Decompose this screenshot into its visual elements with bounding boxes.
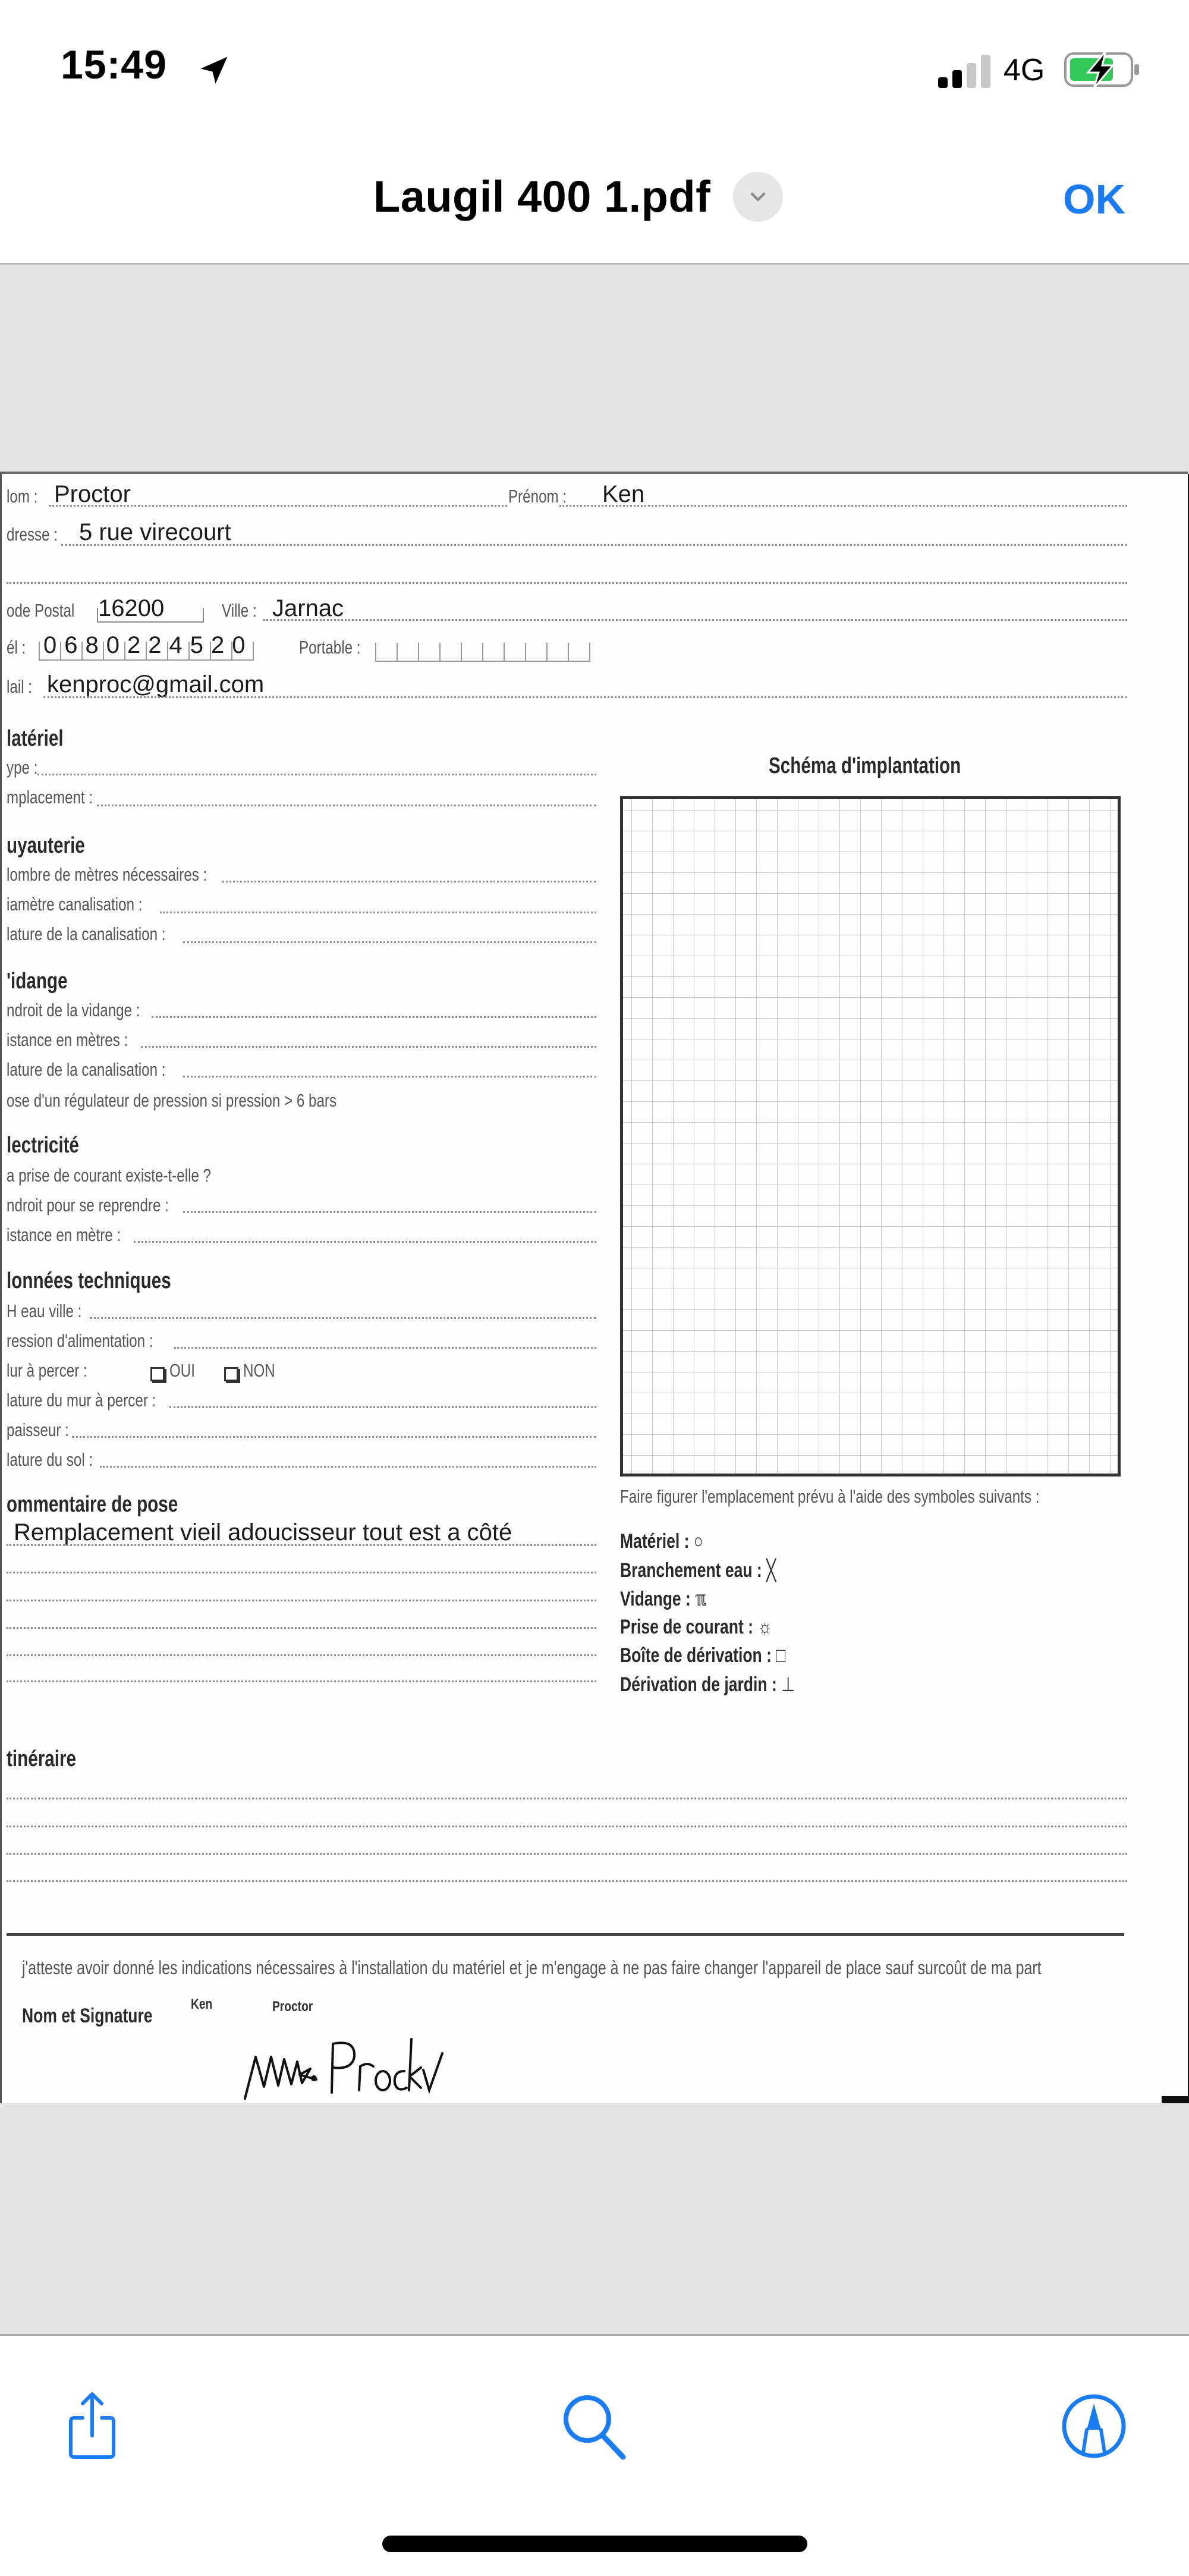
mail-label: lail : — [7, 676, 33, 697]
signal-bar — [981, 55, 990, 88]
ville-line — [263, 619, 1127, 621]
adresse-value: 5 rue virecourt — [79, 519, 231, 545]
itineraire-line — [7, 1880, 1127, 1882]
comment-line — [7, 1544, 596, 1546]
section-itineraire: tinéraire — [7, 1746, 76, 1771]
schema-instruction: Faire figurer l'emplacement prévu à l'aide des symboles suivants : — [620, 1486, 1040, 1507]
oui-checkbox[interactable] — [150, 1367, 165, 1381]
field-line — [152, 1016, 596, 1018]
field-line — [90, 1317, 596, 1319]
field-line — [174, 1347, 596, 1349]
square-icon: □ — [776, 1644, 786, 1667]
field-line — [134, 1241, 596, 1243]
mail-value: kenproc@gmail.com — [47, 671, 265, 698]
cross-icon: ╳ — [766, 1559, 776, 1582]
legend-derivation-jardin: Dérivation de jardin : ⊥ — [620, 1673, 795, 1696]
nom-value: Proctor — [54, 481, 131, 507]
share-icon — [62, 2389, 122, 2461]
comment-line — [7, 1654, 596, 1656]
nom-line — [49, 505, 507, 507]
done-button[interactable]: OK — [1063, 176, 1125, 222]
page-corner — [1162, 2096, 1189, 2103]
itineraire-line — [7, 1826, 1127, 1827]
legend-boite-derivation: Boîte de dérivation : □ — [620, 1644, 786, 1667]
status-time: 15:49 — [61, 42, 167, 87]
legend-prise-de-courant: Prise de courant : ☼ — [620, 1616, 772, 1638]
home-indicator[interactable] — [382, 2536, 807, 2552]
signal-bar — [967, 63, 976, 88]
field-label: istance en mètre : — [7, 1224, 121, 1245]
section-electricite: lectricité — [7, 1133, 79, 1158]
field-line — [183, 1076, 596, 1077]
document-title-menu[interactable] — [373, 171, 783, 222]
field-label: lombre de mètres nécessaires : — [7, 864, 207, 885]
ville-value: Jarnac — [272, 595, 344, 621]
signature-last-name: Proctor — [272, 1999, 313, 2015]
vidange-note: ose d'un régulateur de pression si pression > 6 bars — [7, 1090, 337, 1111]
network-type: 4G — [1004, 53, 1045, 87]
section-vidange: 'idange — [7, 969, 68, 994]
field-label: ndroit de la vidange : — [7, 1000, 140, 1020]
handwritten-signature — [243, 2033, 445, 2104]
signal-strength-icon — [938, 55, 995, 88]
commentaire-value: Remplacement vieil adoucisseur tout est a côté — [14, 1519, 512, 1545]
chevron-down-icon[interactable] — [733, 172, 783, 222]
itineraire-line — [7, 1798, 1127, 1799]
field-label: mplacement : — [7, 787, 93, 808]
field-label: ype : — [7, 757, 38, 778]
field-label: lature du sol : — [7, 1449, 93, 1470]
legend-materiel: Matériel : ○ — [620, 1530, 703, 1553]
signature-label: Nom et Signature — [22, 2005, 153, 2027]
code-postal-label: ode Postal — [7, 600, 75, 621]
field-label: lature de la canalisation : — [7, 923, 166, 944]
field-line — [37, 774, 596, 775]
markup-icon — [1058, 2390, 1130, 2462]
navigation-bar — [0, 143, 1189, 265]
non-label: NON — [243, 1360, 275, 1381]
section-tuyauterie: uyauterie — [7, 833, 85, 858]
comment-line — [7, 1572, 596, 1573]
pdf-page — [0, 472, 1188, 2103]
field-line — [141, 1046, 596, 1048]
schema-grid[interactable] — [620, 796, 1121, 1477]
adresse-label: dresse : — [7, 524, 58, 545]
signature-first-name: Ken — [191, 1996, 213, 2012]
nom-label: lom : — [7, 486, 38, 507]
search-button[interactable] — [559, 2390, 630, 2462]
perpendicular-icon: ⊥ — [781, 1673, 795, 1696]
section-commentaire: ommentaire de pose — [7, 1492, 178, 1517]
attestation-text: j'atteste avoir donné les indications nécessaires à l'installation du matériel et je m'engage à ne pas faire changer l'appareil de place sauf surcoût de ma part — [22, 1957, 1042, 1978]
comment-line — [7, 1600, 596, 1601]
share-button[interactable] — [56, 2389, 128, 2461]
field-label: paisseur : — [7, 1419, 69, 1440]
prenom-line — [559, 505, 1127, 507]
circle-icon: ○ — [693, 1530, 703, 1553]
field-label: lature du mur à percer : — [7, 1390, 156, 1410]
non-checkbox[interactable] — [224, 1367, 238, 1381]
markup-button[interactable] — [1058, 2390, 1130, 2462]
field-label: ression d'alimentation : — [7, 1330, 153, 1351]
field-line — [97, 805, 596, 806]
field-label: iamètre canalisation : — [7, 894, 143, 915]
section-divider — [7, 1933, 1124, 1936]
legend-vidange: Vidange : ℼ — [620, 1588, 706, 1610]
ville-label: Ville : — [222, 600, 257, 621]
portable-label: Portable : — [299, 637, 361, 658]
schema-title: Schéma d'implantation — [769, 753, 961, 778]
status-bar — [0, 0, 1189, 143]
signal-bar — [952, 70, 962, 88]
field-line — [100, 1466, 596, 1468]
field-label: lur à percer : — [7, 1360, 87, 1381]
comment-line — [7, 1680, 596, 1682]
prenom-label: Prénom : — [508, 486, 567, 507]
adresse-line-2 — [7, 582, 1127, 584]
prenom-value: Ken — [602, 481, 645, 507]
field-line — [169, 1406, 596, 1408]
portable-boxes — [375, 643, 590, 662]
sun-icon: ☼ — [757, 1616, 772, 1638]
field-line — [183, 941, 596, 943]
adresse-line — [61, 544, 1127, 546]
pi-icon: ℼ — [695, 1588, 706, 1610]
search-icon — [559, 2390, 630, 2462]
itineraire-line — [7, 1853, 1127, 1855]
tel-label: él : — [7, 637, 26, 658]
field-line — [222, 881, 596, 882]
field-line — [72, 1436, 596, 1438]
field-label: H eau ville : — [7, 1300, 82, 1321]
section-donnees-techniques: lonnées techniques — [7, 1268, 171, 1293]
field-label: lature de la canalisation : — [7, 1059, 166, 1080]
section-materiel: latériel — [7, 726, 64, 751]
field-line — [183, 1211, 596, 1213]
field-line — [160, 912, 596, 913]
location-arrow-icon — [196, 52, 232, 88]
code-postal-value: 16200 — [98, 595, 165, 621]
tel-value: 0680224520 — [43, 632, 253, 658]
battery-charging-icon — [1064, 51, 1141, 88]
comment-line — [7, 1627, 596, 1629]
legend-branchement-eau: Branchement eau : ╳ — [620, 1559, 776, 1582]
document-title[interactable]: Laugil 400 1.pdf — [373, 172, 711, 221]
pdf-viewer[interactable] — [0, 265, 1189, 2337]
electricite-question: a prise de courant existe-t-elle ? — [7, 1165, 212, 1186]
mail-line — [43, 696, 1127, 698]
field-label: ndroit pour se reprendre : — [7, 1195, 169, 1215]
signal-bar — [938, 77, 948, 88]
field-label: istance en mètres : — [7, 1029, 128, 1050]
oui-label: OUI — [169, 1360, 195, 1381]
